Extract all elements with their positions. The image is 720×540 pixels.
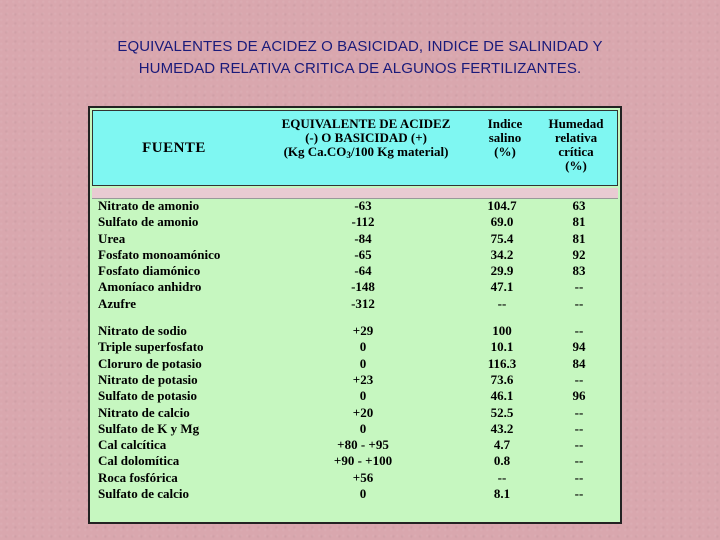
header-acidez-subscript: 3 [346,150,351,160]
header-acidez-line-1: EQUIVALENTE DE ACIDEZ [281,116,451,131]
cell-indice-salino: 104.7 [487,198,517,213]
header-acidez-line-3-post: /100 Kg material) [350,144,449,159]
cell-fuente: Sulfato de amonio [98,214,199,230]
cell-indice-salino: 69.0 [490,214,514,230]
cell-acidez: +20 [352,404,374,420]
cell-humedad: -- [574,420,584,436]
cell-acidez: +23 [352,371,374,387]
cell-indice-salino: 100 [492,323,512,339]
cell-humedad: 81 [572,230,586,246]
table-row [90,421,620,437]
cell-humedad: 63 [572,198,586,213]
table-row [90,247,620,263]
cell-humedad: -- [574,279,584,295]
table-body [90,198,620,502]
header-acidez [255,117,477,159]
table-row [90,339,620,355]
header-hum-line-2: relativa [554,130,598,145]
table-header [92,110,618,186]
table-row [90,198,620,214]
cell-fuente: Azufre [98,295,137,311]
header-acidez-line-3 [255,145,477,159]
table-row [90,388,620,404]
cell-fuente: Cal calcítica [98,437,167,453]
cell-humedad: -- [574,295,584,311]
header-humedad-relativa [533,117,619,173]
table-row [90,296,620,312]
title-line-1: EQUIVALENTES DE ACIDEZ O BASICIDAD, INDICE DE SALINIDAD Y [117,38,603,55]
cell-fuente: Nitrato de calcio [98,404,190,420]
cell-acidez: +80 - +95 [337,437,389,453]
cell-fuente: Nitrato de sodio [98,323,187,339]
cell-indice-salino: 46.1 [490,388,514,404]
cell-indice-salino: 73.6 [490,371,514,387]
cell-fuente: Sulfato de potasio [98,388,197,404]
cell-acidez: -84 [354,230,372,246]
cell-indice-salino: 75.4 [490,230,514,246]
page-title [40,36,680,80]
cell-humedad: -- [574,469,584,485]
header-hum-line-1: Humedad [548,116,604,131]
title-line-2: HUMEDAD RELATIVA CRITICA DE ALGUNOS FERTILIZANTES. [138,60,582,77]
header-sal-line-1: Indice [487,116,523,131]
cell-acidez: +56 [352,469,374,485]
cell-acidez: 0 [359,420,367,436]
header-hum-line-3: crítica [558,144,594,159]
cell-indice-salino: 116.3 [487,355,517,371]
cell-fuente: Cloruro de potasio [98,355,202,371]
header-indice-salino [477,117,533,159]
table-row [90,453,620,469]
cell-fuente: Nitrato de potasio [98,371,198,387]
cell-indice-salino: 43.2 [490,420,514,436]
cell-fuente: Cal dolomítica [98,453,180,469]
cell-indice-salino: -- [497,469,507,485]
group-basic-neutral-fertilizers [90,323,620,502]
cell-fuente: Triple superfosfato [98,339,204,355]
cell-acidez: 0 [359,486,367,502]
group-acid-fertilizers [90,198,620,312]
cell-acidez: 0 [359,388,367,404]
cell-indice-salino: 10.1 [490,339,514,355]
cell-humedad: 94 [572,339,586,355]
header-hum-line-4: (%) [565,158,587,173]
cell-acidez: -112 [351,214,375,230]
cell-humedad: -- [574,404,584,420]
fertilizer-table [88,106,622,524]
cell-indice-salino: 8.1 [493,486,511,502]
table-row [90,372,620,388]
table-row [90,279,620,295]
cell-humedad: -- [574,323,584,339]
cell-acidez: -65 [354,246,372,262]
header-acidez-line-2: (-) O BASICIDAD (+) [305,130,427,145]
cell-indice-salino: 52.5 [490,404,514,420]
cell-indice-salino: -- [497,295,507,311]
header-sal-line-3: (%) [494,144,516,159]
cell-indice-salino: 4.7 [493,437,511,453]
cell-acidez: 0 [359,339,367,355]
table-row [90,323,620,339]
cell-humedad: 92 [572,246,586,262]
cell-humedad: -- [574,371,584,387]
cell-acidez: -148 [351,279,375,295]
cell-fuente: Urea [98,230,126,246]
cell-indice-salino: 47.1 [490,279,514,295]
cell-humedad: 83 [572,263,586,279]
cell-indice-salino: 0.8 [493,453,511,469]
header-fuente: FUENTE [142,140,206,156]
table-row [90,437,620,453]
cell-fuente: Fosfato monoamónico [98,246,221,262]
cell-fuente: Sulfato de K y Mg [98,420,200,436]
cell-fuente: Sulfato de calcio [98,486,189,502]
cell-indice-salino: 29.9 [490,263,514,279]
cell-fuente: Fosfato diamónico [98,263,201,279]
table-row [90,470,620,486]
cell-fuente: Roca fosfórica [98,469,178,485]
table-row [90,486,620,502]
cell-acidez: 0 [359,355,367,371]
cell-fuente: Amoníaco anhidro [98,279,202,295]
cell-humedad: -- [574,437,584,453]
cell-acidez: -312 [351,295,375,311]
table-row [90,356,620,372]
cell-humedad: 81 [572,214,586,230]
table-row [90,214,620,230]
table-row [90,263,620,279]
cell-humedad: -- [574,453,584,469]
cell-acidez: +29 [352,323,374,339]
cell-indice-salino: 34.2 [490,246,514,262]
table-row [90,405,620,421]
cell-acidez: -63 [354,198,372,213]
cell-acidez: +90 - +100 [333,453,393,469]
header-sal-line-2: salino [488,130,522,145]
cell-humedad: 96 [572,388,586,404]
cell-humedad: -- [574,486,584,502]
cell-humedad: 84 [572,355,586,371]
cell-acidez: -64 [354,263,372,279]
table-row [90,231,620,247]
cell-fuente: Nitrato de amonio [98,198,200,213]
header-acidez-line-3-pre: (Kg Ca.CO [283,144,347,159]
